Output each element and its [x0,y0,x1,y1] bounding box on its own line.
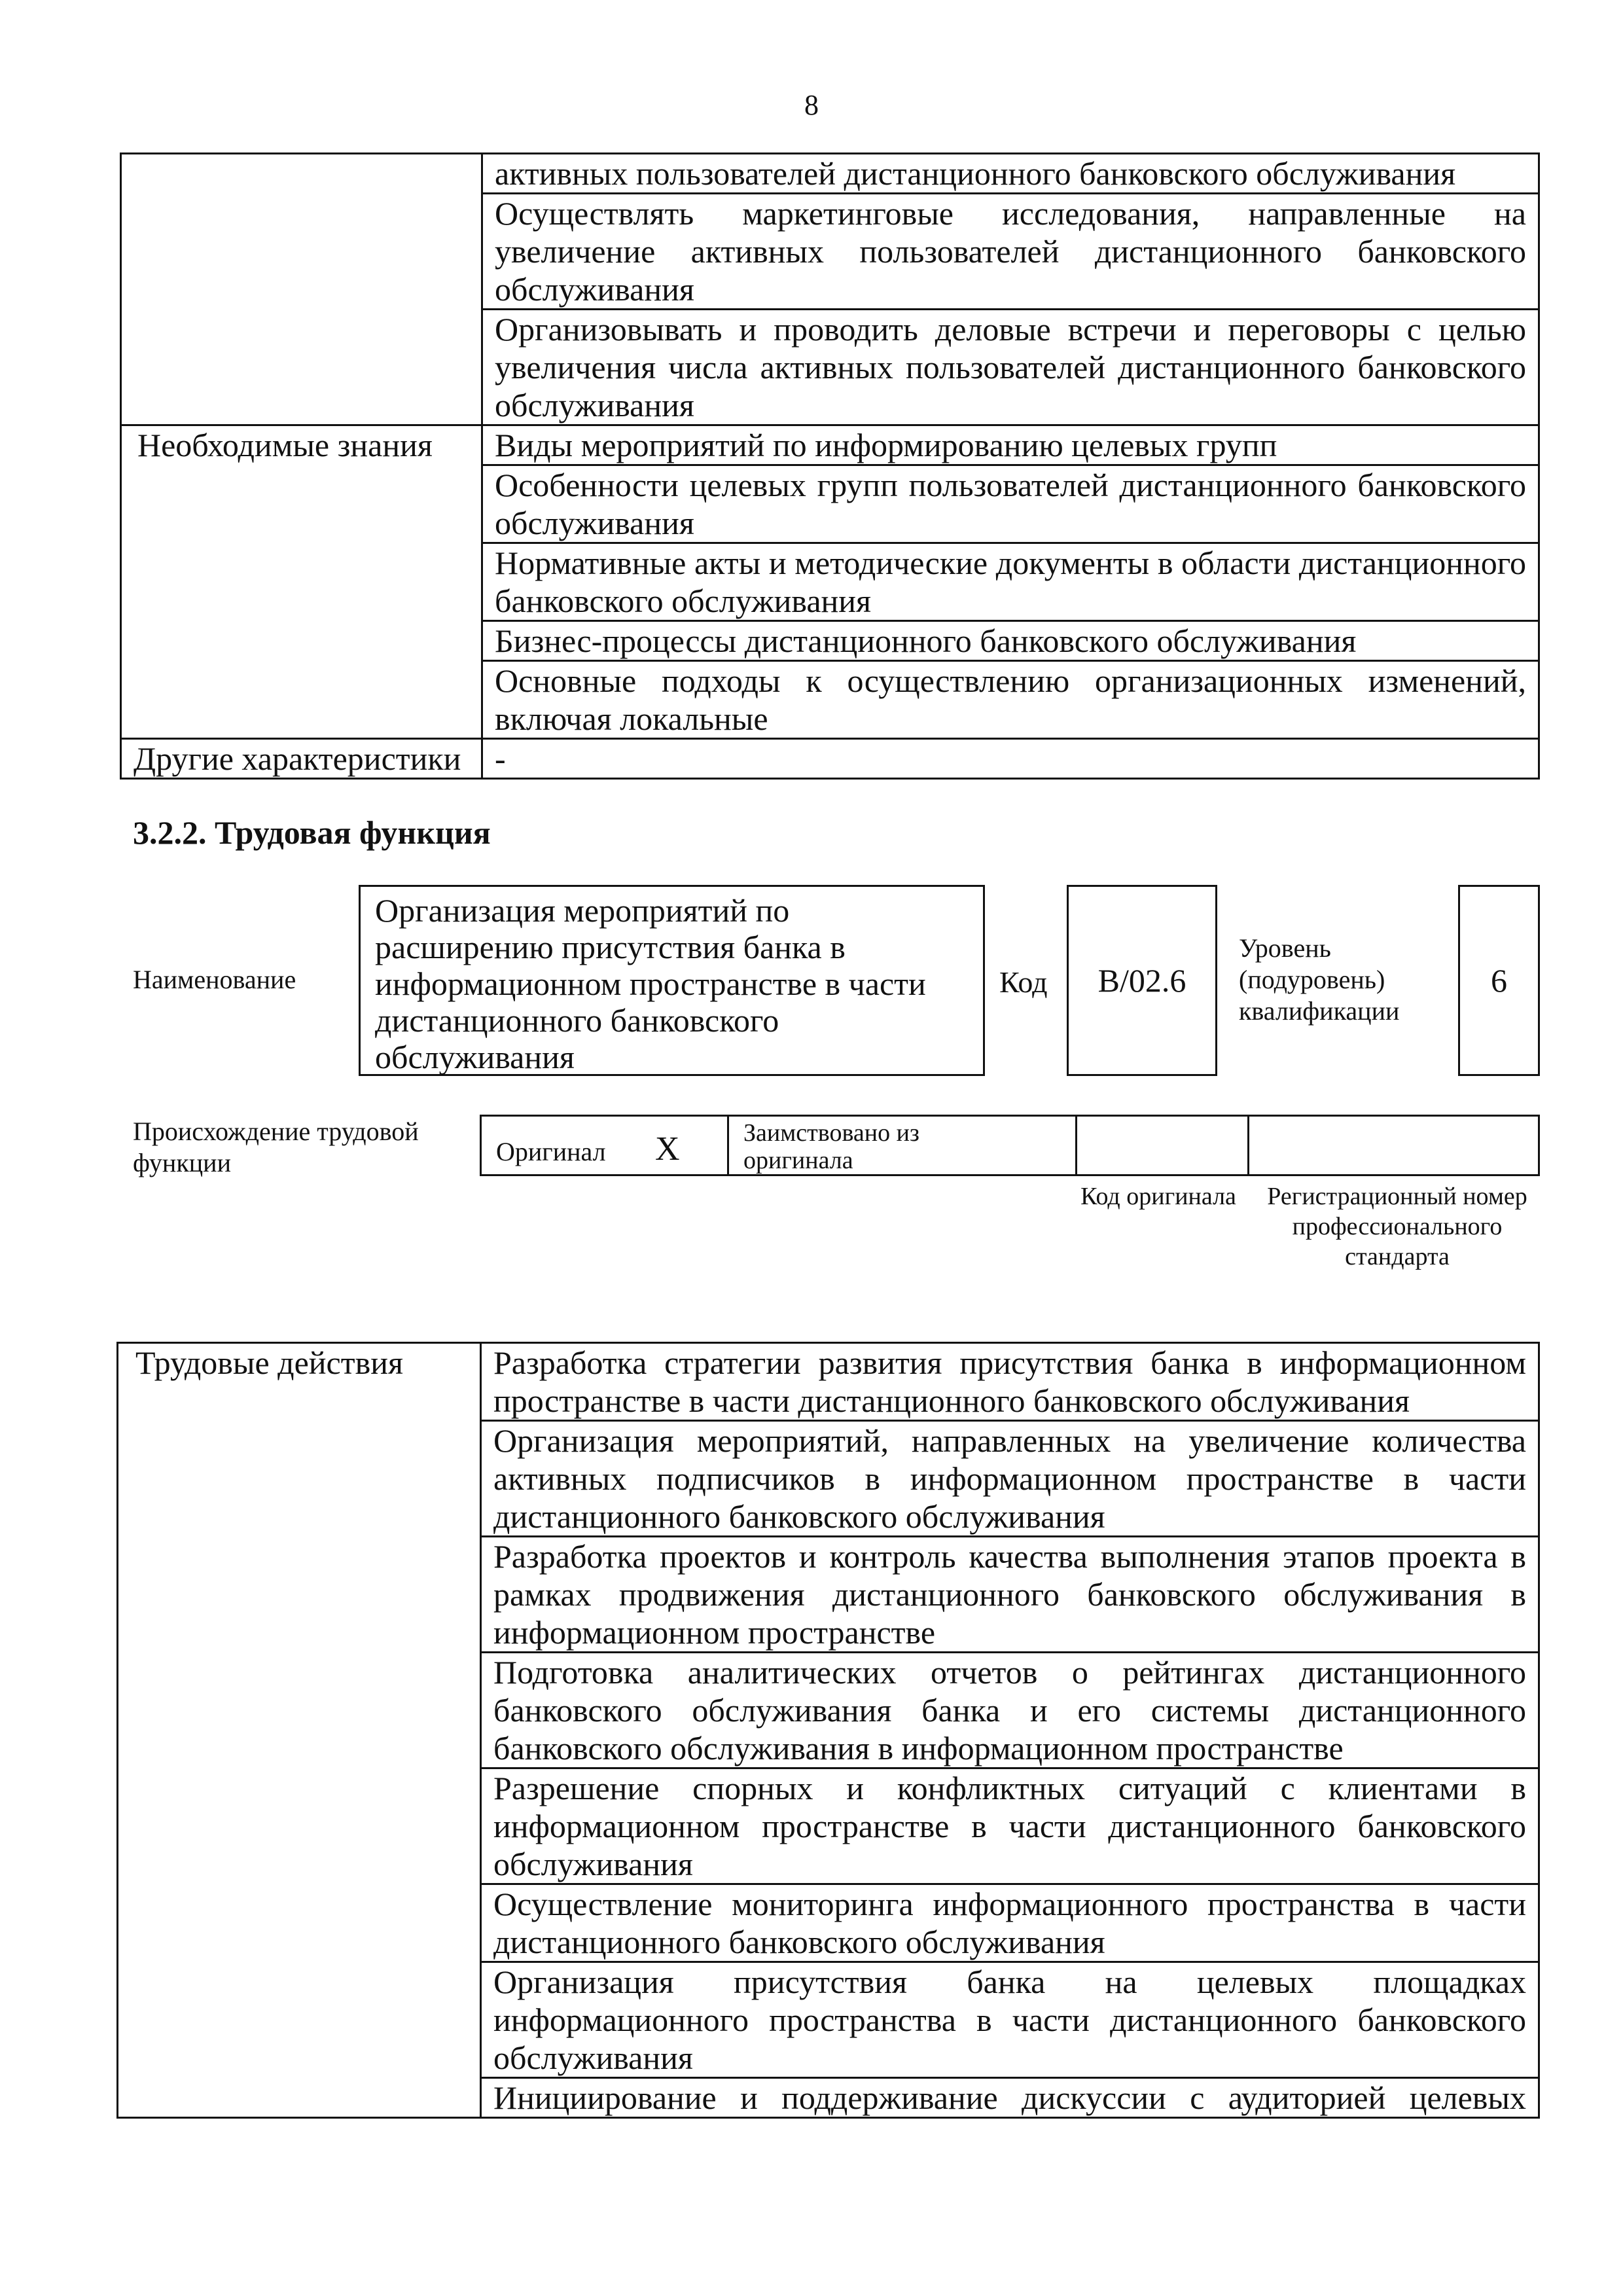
divider [1075,1117,1077,1174]
labor-action-cell: Подготовка аналитических отчетов о рейтингах дистанционного банковского обслуживания банка и его системы дистанционного банковского обслуживания в информационном пространстве [481,1653,1539,1768]
labor-action-cell: Разработка проектов и контроль качества выполнения этапов проекта в рамках продвижения дистанционного банковского обслуживания в информационном пространстве [481,1537,1539,1653]
labor-actions-label: Трудовые действия [118,1343,481,2118]
other-label: Другие характеристики [121,739,482,779]
code-value: B/02.6 [1097,962,1186,999]
labor-action-cell: Разработка стратегии развития присутствия банка в информационном пространстве в части дистанционного банковского обслуживания [481,1343,1539,1421]
table-row [118,1343,1539,1421]
code-label: Код [999,965,1048,999]
original-mark: X [655,1130,680,1168]
level-value-box [1458,885,1540,1076]
divider [727,1117,729,1174]
knowledge-cell: Нормативные акты и методические документы в области дистанционного банковского обслуживания [482,543,1539,621]
table-row [121,739,1539,779]
code-value-box [1067,885,1217,1076]
knowledge-cell: Особенности целевых групп пользователей дистанционного банковского обслуживания [482,465,1539,543]
labor-action-cell: Осуществление мониторинга информационного пространства в части дистанционного банковского обслуживания [481,1884,1539,1962]
knowledge-label: Необходимые знания [121,425,482,739]
registration-number-caption: Регистрационный номер профессионального стандарта [1267,1183,1527,1270]
labor-action-cell: Организация мероприятий, направленных на увеличение количества активных подписчиков в информационном пространстве в части дистанционного банковского обслуживания [481,1421,1539,1537]
skill-cell: активных пользователей дистанционного банковского обслуживания [482,154,1539,194]
level-value: 6 [1491,962,1507,999]
labor-action-cell: Инициирование и поддерживание дискуссии с аудиторией целевых [481,2078,1539,2118]
origin-label: Происхождение трудовой функции [133,1117,419,1177]
table-row [121,425,1539,465]
skill-cell: Осуществлять маркетинговые исследования, направленные на увеличение активных пользователей дистанционного банковского обслуживания [482,194,1539,310]
borrowed-label: Заимствовано из оригинала [743,1119,919,1174]
labor-actions-table [116,1342,1540,2119]
page-number: 8 [804,89,819,121]
knowledge-cell: Виды мероприятий по информированию целевых групп [482,425,1539,465]
function-name: Организация мероприятий по расширению присутствия банка в информационном пространстве в части дистанционного банковского обслуживания [375,892,926,1075]
knowledge-cell: Основные подходы к осуществлению организационных изменений, включая локальные [482,661,1539,739]
table-row [121,154,1539,194]
other-value: - [482,739,1539,779]
origin-table [480,1115,1540,1176]
qualification-level-label: Уровень (подуровень) квалификации [1239,933,1400,1026]
labor-action-cell: Разрешение спорных и конфликтных ситуаций с клиентами в информационном пространстве в части дистанционного банковского обслуживания [481,1768,1539,1884]
empty-label-cell [121,154,482,425]
original-label: Оригинал [496,1137,606,1166]
name-label: Наименование [133,965,296,994]
code-original-caption: Код оригинала [1080,1183,1236,1210]
knowledge-cell: Бизнес-процессы дистанционного банковского обслуживания [482,621,1539,661]
labor-action-cell: Организация присутствия банка на целевых площадках информационного пространства в части дистанционного банковского обслуживания [481,1962,1539,2078]
skill-cell: Организовывать и проводить деловые встречи и переговоры с целью увеличения числа активных пользователей дистанционного банковского обслуживания [482,310,1539,425]
function-name-box [359,885,985,1076]
divider [1247,1117,1249,1174]
competency-table [120,152,1540,780]
section-title: 3.2.2. Трудовая функция [133,814,491,851]
